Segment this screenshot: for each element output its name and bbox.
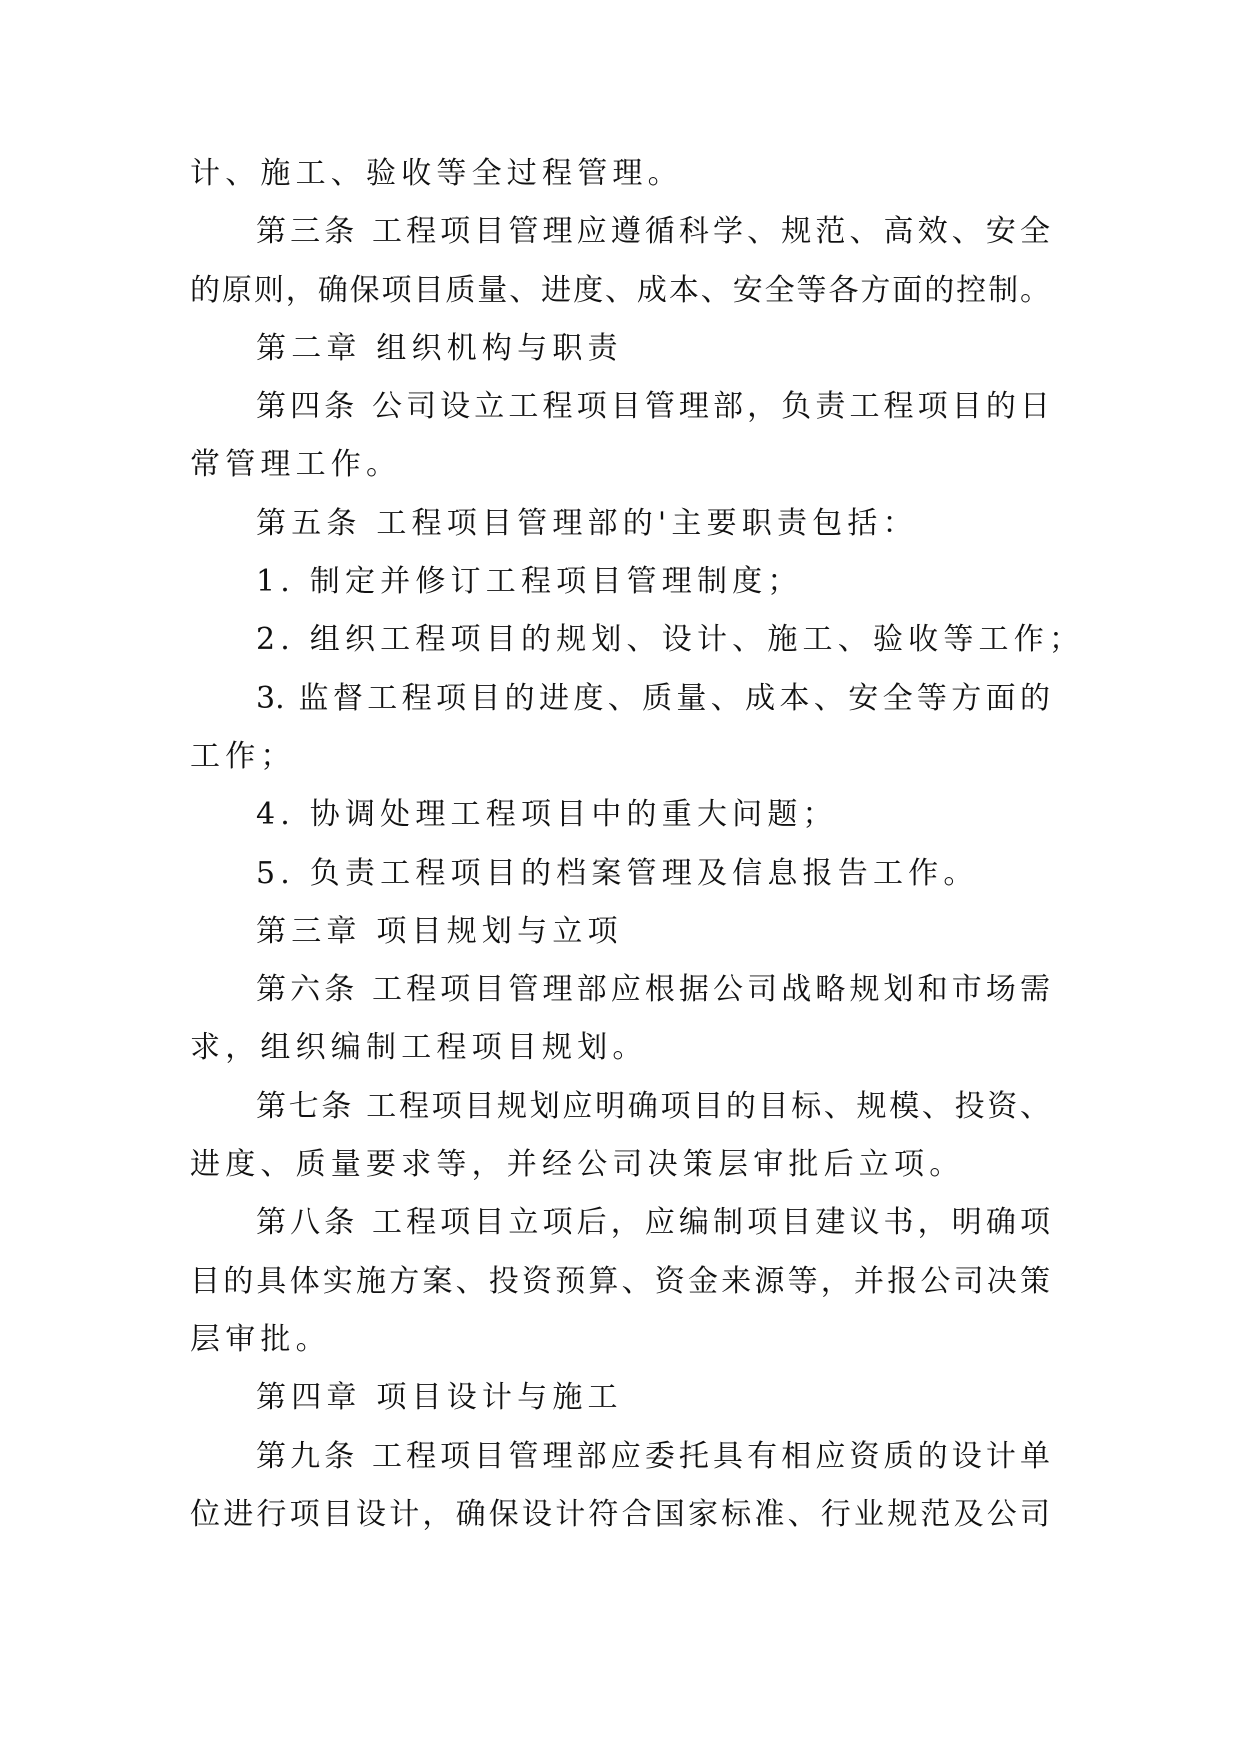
paragraph-line: 的原则，确保项目质量、进度、成本、安全等各方面的控制。 bbox=[190, 272, 1050, 308]
article-4-line: 第四条 公司设立工程项目管理部，负责工程项目的日 bbox=[256, 389, 1050, 425]
list-item-1: 1. 制定并修订工程项目管理制度； bbox=[256, 564, 803, 600]
list-item-2: 2. 组织工程项目的规划、设计、施工、验收等工作； bbox=[256, 622, 1085, 658]
paragraph-line: 层审批。 bbox=[190, 1321, 331, 1357]
paragraph-line: 计、施工、验收等全过程管理。 bbox=[190, 156, 683, 191]
paragraph-line: 常管理工作。 bbox=[190, 447, 402, 483]
article-9-line: 第九条 工程项目管理部应委托具有相应资质的设计单 bbox=[256, 1438, 1050, 1474]
paragraph-line: 位进行项目设计，确保设计符合国家标准、行业规范及公司 bbox=[190, 1496, 1050, 1532]
list-item-3: 3. 监督工程项目的进度、质量、成本、安全等方面的 bbox=[256, 680, 1050, 716]
chapter-2-heading: 第二章 组织机构与职责 bbox=[256, 330, 623, 366]
article-6-line: 第六条 工程项目管理部应根据公司战略规划和市场需 bbox=[256, 972, 1050, 1008]
article-8-line: 第八条 工程项目立项后，应编制项目建议书，明确项 bbox=[256, 1205, 1050, 1241]
chapter-3-heading: 第三章 项目规划与立项 bbox=[256, 913, 623, 949]
list-item-5: 5. 负责工程项目的档案管理及信息报告工作。 bbox=[256, 855, 979, 891]
paragraph-line: 工作； bbox=[190, 738, 296, 774]
article-3-line: 第三条 工程项目管理应遵循科学、规范、高效、安全 bbox=[256, 214, 1050, 250]
paragraph-line: 进度、质量要求等，并经公司决策层审批后立项。 bbox=[190, 1147, 965, 1183]
chapter-4-heading: 第四章 项目设计与施工 bbox=[256, 1380, 623, 1416]
article-5-line: 第五条 工程项目管理部的'主要职责包括： bbox=[256, 505, 918, 541]
paragraph-line: 求，组织编制工程项目规划。 bbox=[190, 1030, 648, 1066]
document-body bbox=[190, 154, 1085, 1553]
list-item-4: 4. 协调处理工程项目中的重大问题； bbox=[256, 797, 838, 833]
paragraph-line: 目的具体实施方案、投资预算、资金来源等，并报公司决策 bbox=[190, 1263, 1050, 1299]
article-7-line: 第七条 工程项目规划应明确项目的目标、规模、投资、 bbox=[256, 1088, 1050, 1124]
